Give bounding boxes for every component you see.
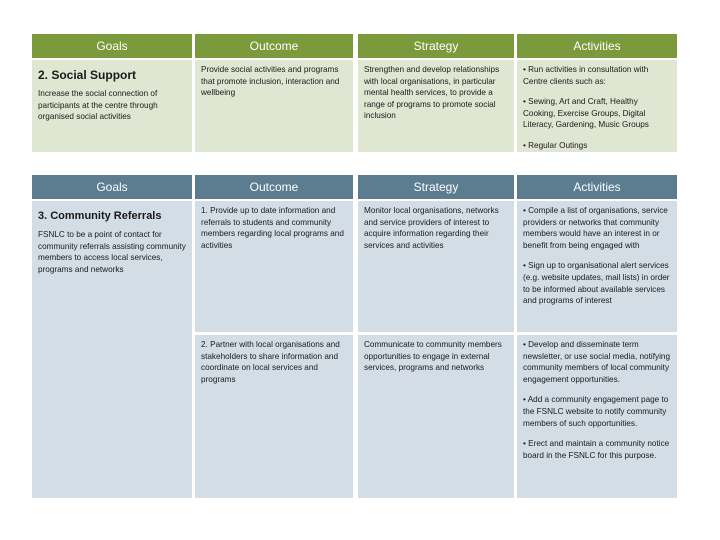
activity-item: • Run activities in consultation with Centre clients such as: (523, 65, 649, 86)
goal-description: Increase the social connection of participants at the centre through organised social activities (38, 89, 158, 122)
activity-item: • Erect and maintain a community notice board in the FSNLC for this purpose. (523, 439, 670, 460)
header-activities: Activities (573, 39, 621, 53)
outcome-cell (195, 201, 353, 332)
activities-cell (517, 201, 677, 332)
strategy-cell (358, 60, 514, 152)
outcome-cell (195, 335, 353, 498)
strategy-text: Communicate to community members opportunities to engage in external services, programs and networks (364, 340, 502, 373)
goal-title: 2. Social Support (38, 68, 137, 82)
goal-cell (32, 201, 192, 498)
table-header (32, 175, 677, 199)
goal-title: 3. Community Referrals (38, 210, 162, 222)
header-strategy: Strategy (413, 180, 459, 194)
goal-cell (32, 60, 192, 152)
strategy-cell (358, 335, 514, 498)
activity-item: • Compile a list of organisations, service providers or networks that community members would have an interest in or benefit from being engaged with (523, 206, 668, 250)
activity-item: • Sign up to organisational alert services (e.g. website updates, mail lists) in order to be informed about available services and programs of interest (523, 261, 670, 306)
outcome-text: 2. Partner with local organisations and stakeholders to share information and coordinate on local services and programs (201, 340, 340, 384)
activity-item: • Develop and disseminate term newsletter, or use social media, notifying community members of local community engagement opportunities. (523, 340, 670, 384)
strategy-cell (358, 201, 514, 332)
header-goals: Goals (96, 180, 128, 194)
social-support-table (32, 34, 677, 152)
header-goals: Goals (96, 39, 128, 53)
activities-cell (517, 60, 677, 152)
table-header (32, 34, 677, 58)
outcome-cell (195, 60, 353, 152)
activity-item: • Add a community engagement page to the FSNLC website to notify community members of such opportunities. (523, 395, 669, 428)
header-outcome: Outcome (249, 39, 299, 53)
outcome-text: Provide social activities and programs that promote inclusion, interaction and wellbeing (201, 65, 340, 98)
strategy-text: Monitor local organisations, networks and service providers of interest to acquire information regarding their services and activities (364, 206, 499, 250)
activity-item: • Regular Outings (523, 140, 588, 150)
strategy-text: Strengthen and develop relationships with local organisations, in particular mental health services, to provide a range of programs to promote social inclusion (364, 65, 500, 121)
header-strategy: Strategy (413, 39, 459, 53)
goal-description: FSNLC to be a point of contact for community referrals assisting community members to access local services, programs and networks (38, 230, 186, 274)
community-referrals-table (32, 175, 677, 498)
outcome-text: 1. Provide up to date information and referrals to students and community members regarding local programs and activities (201, 206, 344, 250)
header-activities: Activities (573, 180, 621, 194)
activity-item: • Sewing, Art and Craft, Healthy Cooking, Exercise Groups, Digital Literacy, Gardening, Music Groups (523, 97, 649, 130)
activities-cell (517, 335, 677, 498)
header-outcome: Outcome (249, 180, 299, 194)
